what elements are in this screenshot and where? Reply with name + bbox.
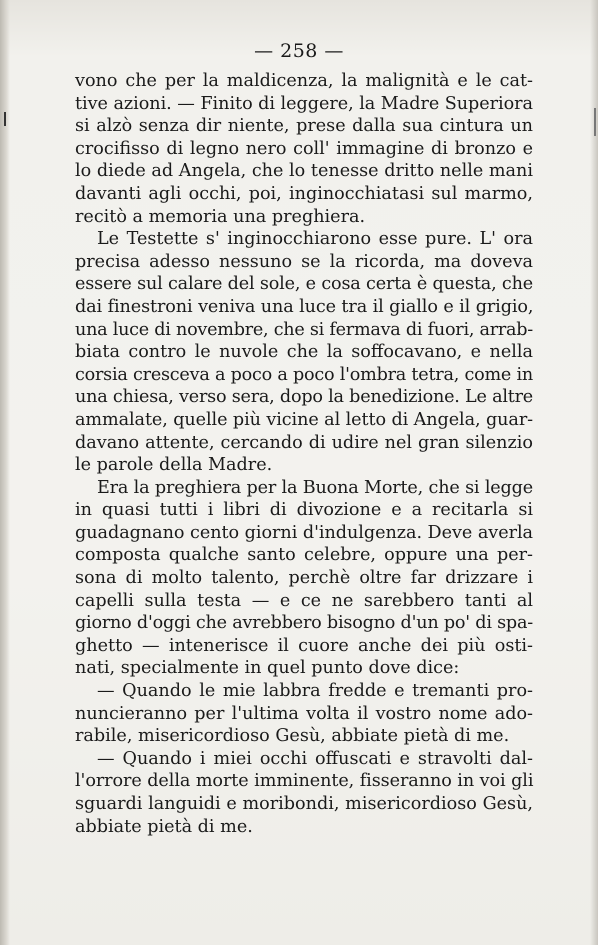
text-line: nuncieranno per l'ultima volta il vostro nome ado- bbox=[75, 703, 533, 724]
text-line: recitò a memoria una preghiera. bbox=[75, 206, 366, 227]
text-line: — Quando i miei occhi offuscati e stravolti dal- bbox=[97, 748, 533, 769]
text-line: crocifisso di legno nero coll' immagine di bronzo e bbox=[75, 138, 533, 159]
text-line: Era la preghiera per la Buona Morte, che si legge bbox=[97, 477, 533, 498]
text-line: ammalate, quelle più vicine al letto di Angela, guar- bbox=[75, 409, 533, 430]
text-line: corsia cresceva a poco a poco l'ombra tetra, come in bbox=[75, 364, 533, 385]
text-line: giorno d'oggi che avrebbero bisogno d'un po' di spa- bbox=[75, 613, 533, 634]
text-line: sona di molto talento, perchè oltre far drizzare i bbox=[75, 568, 533, 589]
text-line: capelli sulla testa — e ce ne sarebbero tanti al bbox=[75, 590, 533, 611]
text-line: ghetto — intenerisce il cuore anche dei più osti- bbox=[75, 635, 533, 656]
text-line: — Quando le mie labbra fredde e tremanti pro- bbox=[97, 681, 533, 702]
page-number: — 258 — bbox=[254, 40, 344, 62]
text-line: sguardi languidi e moribondi, misericordioso Gesù, bbox=[75, 794, 533, 814]
text-line: una luce di novembre, che si fermava di fuori, arrab- bbox=[75, 319, 533, 340]
text-line: guadagnano cento giorni d'indulgenza. Deve averla bbox=[75, 522, 533, 543]
text-line: tive azioni. — Finito di leggere, la Madre Superiora bbox=[75, 93, 534, 114]
page-edge-shadow bbox=[590, 0, 598, 945]
text-line: una chiesa, verso sera, dopo la benedizione. Le altre bbox=[75, 387, 533, 408]
text-line: davanti agli occhi, poi, inginocchiatasi sul marmo, bbox=[75, 183, 533, 204]
text-line: vono che per la maldicenza, la malignità e le cat- bbox=[75, 71, 533, 91]
page-binding-shadow bbox=[0, 0, 10, 945]
text-line: l'orrore della morte imminente, fisseranno in voi gli bbox=[75, 771, 534, 792]
text-line: abbiate pietà di me. bbox=[75, 816, 253, 837]
text-line: lo diede ad Angela, che lo tenesse dritto nelle mani bbox=[75, 161, 533, 182]
text-line: rabile, misericordioso Gesù, abbiate pietà di me. bbox=[75, 726, 510, 747]
text-line: si alzò senza dir niente, prese dalla sua cintura un bbox=[75, 116, 533, 137]
text-line: nati, specialmente in quel punto dove dice: bbox=[75, 658, 460, 679]
text-line: composta qualche santo celebre, oppure una per- bbox=[75, 545, 533, 566]
text-line: dai finestroni veniva una luce tra il giallo e il grigio, bbox=[75, 296, 534, 317]
text-line: Le Testette s' inginocchiarono esse pure. L' ora bbox=[97, 229, 533, 250]
margin-mark bbox=[4, 112, 6, 126]
text-line: davano attente, cercando di udire nel gran silenzio bbox=[75, 432, 533, 453]
body-text bbox=[75, 70, 533, 838]
text-line: essere sul calare del sole, e cosa certa è questa, che bbox=[75, 274, 533, 295]
text-line: biata contro le nuvole che la soffocavano, e nella bbox=[75, 342, 533, 363]
margin-mark bbox=[594, 108, 596, 136]
text-line: precisa adesso nessuno se la ricorda, ma doveva bbox=[75, 251, 533, 272]
text-line: le parole della Madre. bbox=[75, 455, 273, 476]
text-line: in quasi tutti i libri di divozione e a recitarla si bbox=[75, 500, 533, 521]
